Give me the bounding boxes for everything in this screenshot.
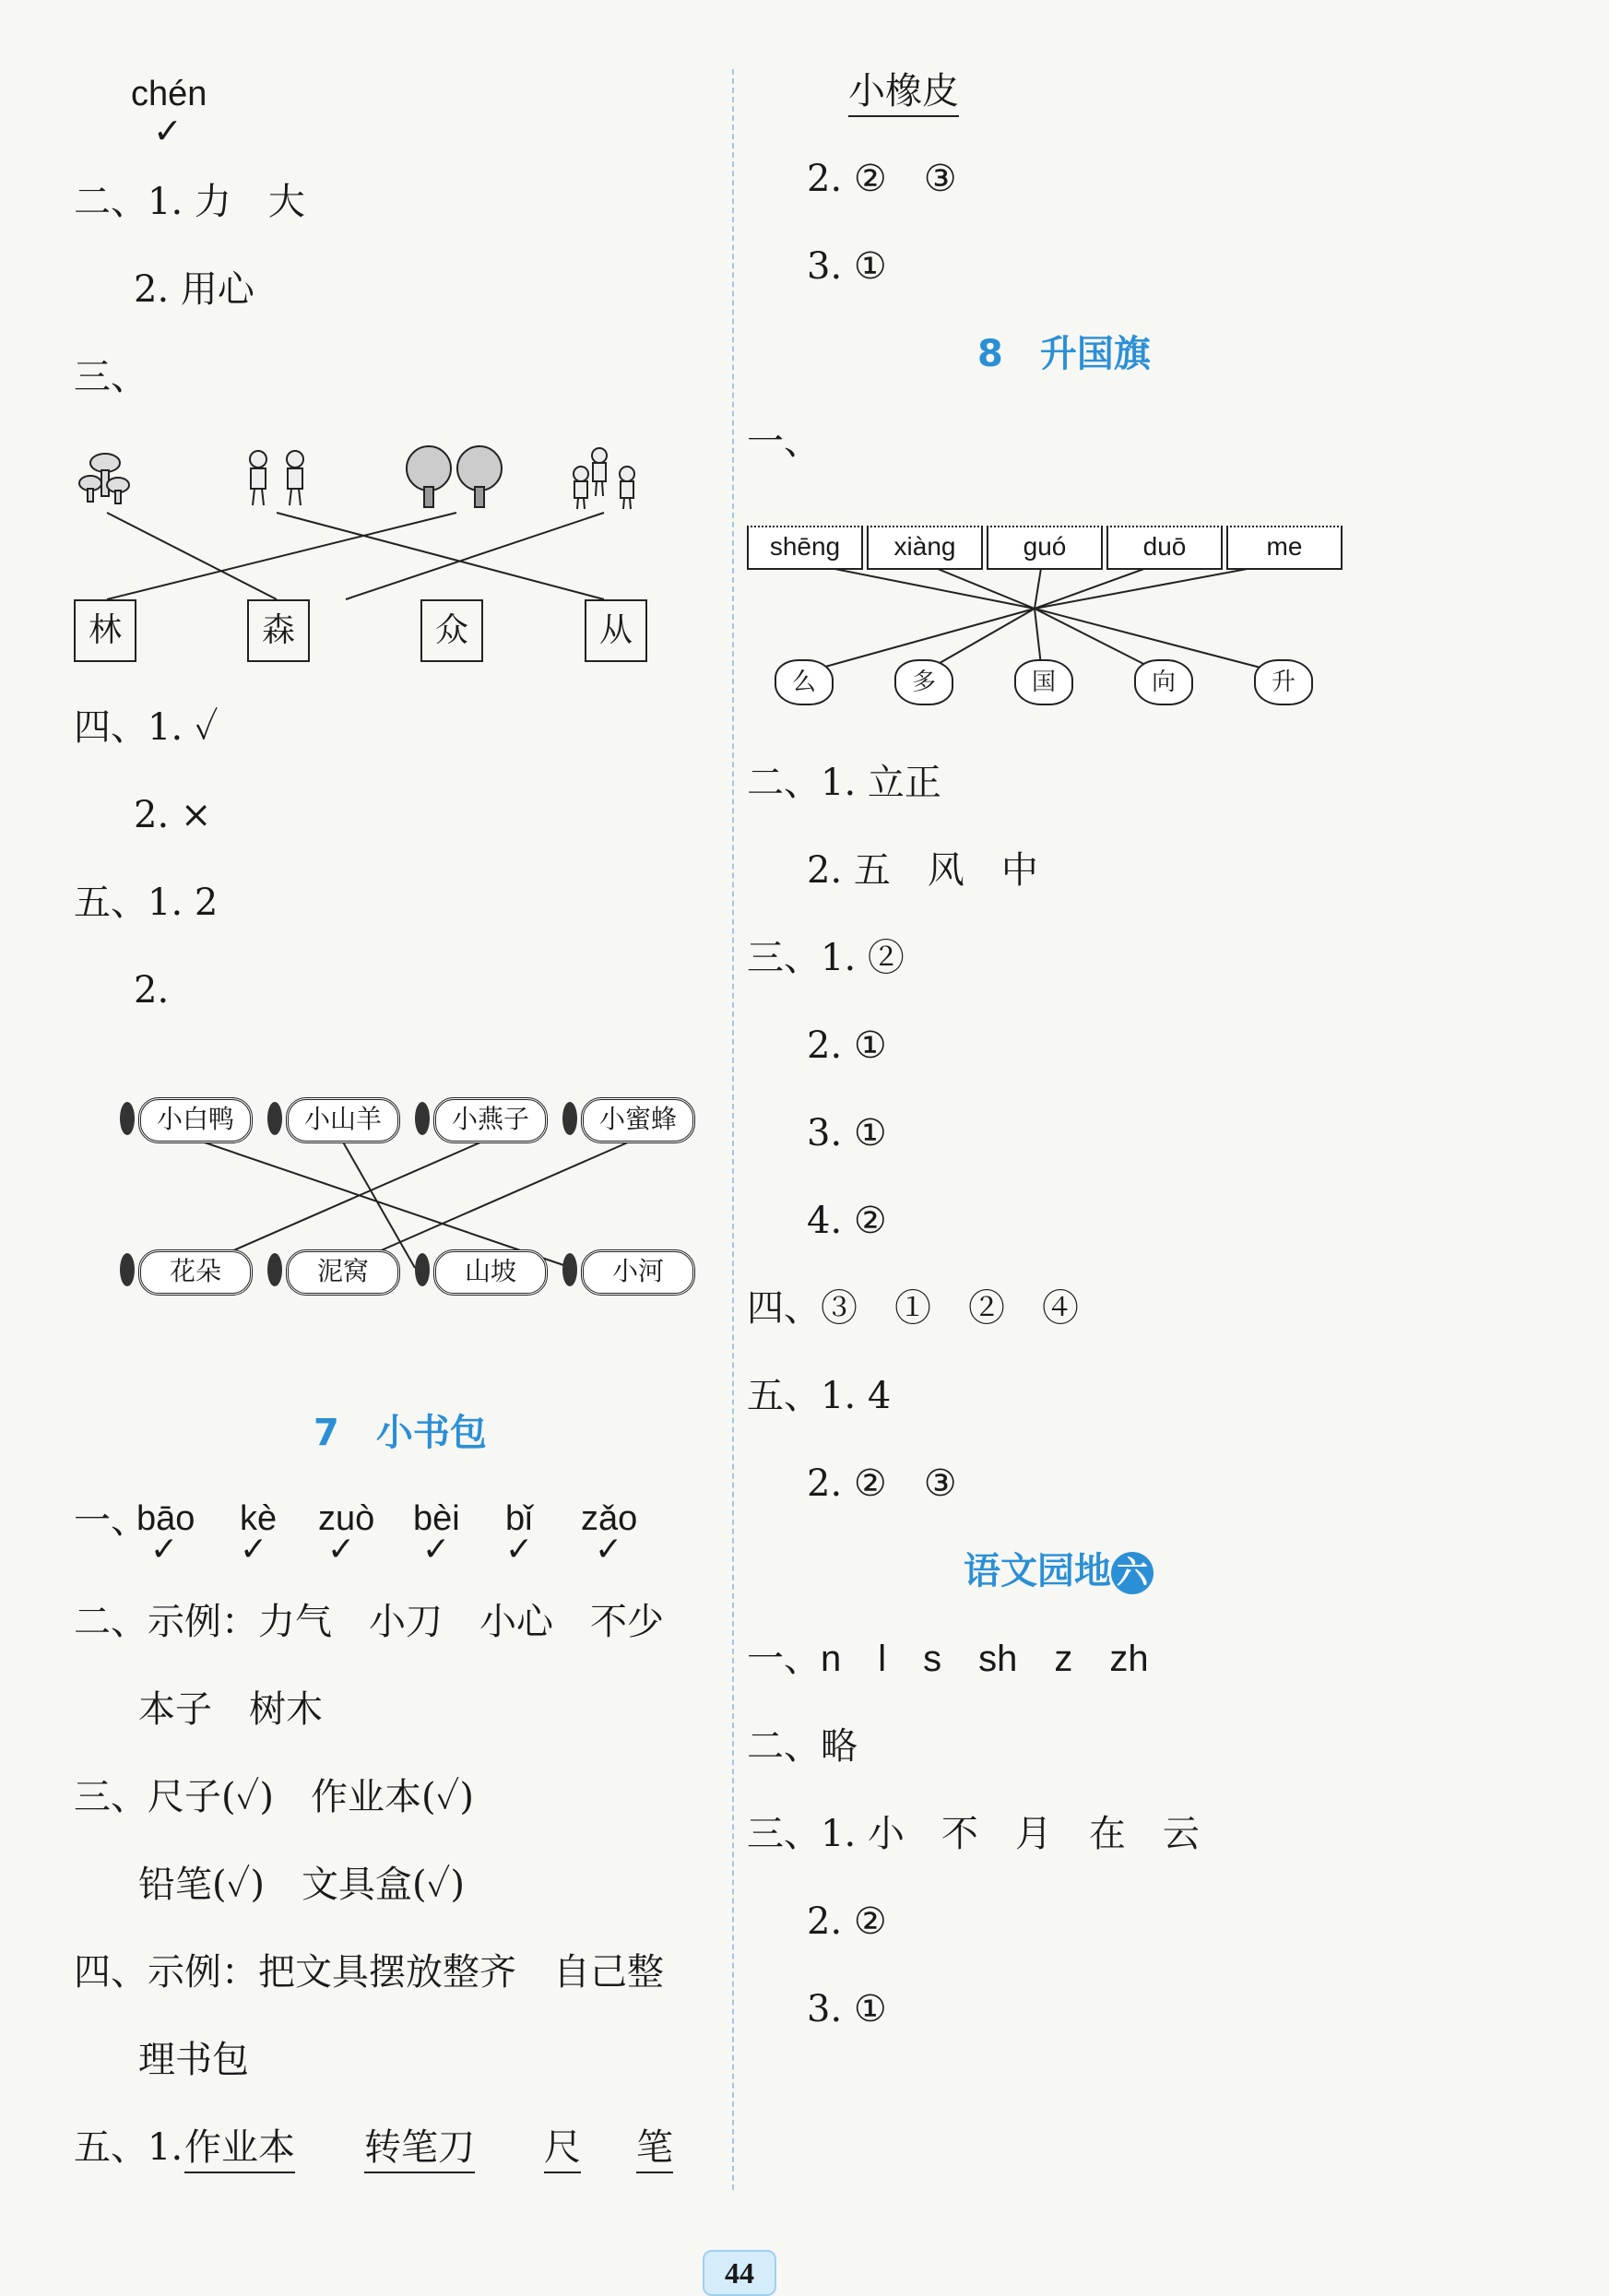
- garden-san-1: 三、1. 小 不 月 在 云: [747, 1813, 1200, 1855]
- san-matching-diagram: [74, 443, 664, 664]
- cloud-card-sheng: 升: [1254, 659, 1313, 705]
- garden-san-2: 2. ②: [807, 1900, 887, 1943]
- l7-si-line2: 理书包: [138, 2039, 249, 2081]
- l7-yi-prefix: 一、: [74, 1499, 148, 1542]
- two-trees-icon: [407, 446, 502, 507]
- top-word-xiaoxiangpi: 小橡皮: [848, 69, 959, 117]
- r-answer-3: 3. ①: [807, 245, 887, 288]
- l7-wu-word-bi: 笔: [636, 2125, 673, 2173]
- plaque-xiaohe: 小河: [581, 1249, 695, 1296]
- grass-card-me: me: [1226, 526, 1343, 570]
- answer-er-2: 2. 用心: [134, 268, 254, 311]
- l7-pinyin-bi: bǐ: [505, 1499, 533, 1538]
- l8-wu-2: 2. ② ③: [807, 1462, 957, 1505]
- answer-wu-2: 2.: [134, 969, 170, 1012]
- l8-san-1: 三、1. ②: [747, 937, 905, 979]
- check-mark: ✓: [505, 1531, 534, 1568]
- garden-yi: 一、n l s sh z zh: [747, 1639, 1149, 1679]
- plaque-xiaomifeng: 小蜜蜂: [581, 1097, 695, 1143]
- plaque-xiaoyanzi: 小燕子: [433, 1097, 548, 1143]
- l7-san-line2: 铅笔(✓) 文具盒(✓): [138, 1864, 466, 1906]
- l7-wu-word-zhuanbidao: 转笔刀: [364, 2125, 475, 2173]
- answer-wu-1: 五、1. 2: [74, 882, 219, 924]
- char-box-cong: 从: [585, 599, 647, 662]
- char-box-lin: 林: [74, 599, 136, 662]
- l8-yi-label: 一、: [747, 420, 821, 463]
- lesson-7-title: 7 小书包: [314, 1412, 487, 1454]
- check-mark: ✓: [150, 1531, 179, 1568]
- char-box-zhong: 众: [420, 599, 483, 662]
- plaque-xiaoshanyang: 小山羊: [286, 1097, 400, 1143]
- cloud-card-duo: 多: [894, 659, 953, 705]
- l8-er-1: 二、1. 立正: [747, 762, 941, 804]
- two-people-icon: [250, 451, 303, 505]
- l7-si-line1: 四、示例：把文具摆放整齐 自己整: [74, 1951, 664, 1994]
- l7-wu-word-zuoyeben: 作业本: [184, 2125, 295, 2173]
- l8-si: 四、③ ① ② ④: [747, 1287, 1079, 1330]
- l8-san-4: 4. ②: [807, 1200, 887, 1242]
- cloud-card-guo: 国: [1014, 659, 1073, 705]
- l7-pinyin-zao: zǎo: [581, 1499, 638, 1538]
- l8-er-2: 2. 五 风 中: [807, 849, 1038, 892]
- check-mark: ✓: [327, 1531, 356, 1568]
- char-box-sen: 森: [247, 599, 310, 662]
- grass-card-xiang: xiàng: [867, 526, 983, 570]
- l8-san-2: 2. ①: [807, 1024, 887, 1067]
- check-mark: ✓: [595, 1531, 623, 1568]
- l7-san-line1: 三、尺子(✓) 作业本(✓): [74, 1776, 475, 1818]
- l7-er-line2: 本子 树木: [138, 1688, 323, 1731]
- answer-si-2: 2. ×: [134, 794, 212, 836]
- lesson-8-title: 8 升国旗: [977, 333, 1151, 375]
- l7-wu-word-chi: 尺: [544, 2125, 581, 2173]
- pinyin-chen: chén: [131, 75, 207, 113]
- l8-wu-1: 五、1. 4: [747, 1375, 892, 1417]
- column-divider: [732, 69, 734, 2190]
- garden-number-badge: 六: [1111, 1552, 1154, 1594]
- grass-card-guo: guó: [987, 526, 1103, 570]
- l8-san-3: 3. ①: [807, 1112, 887, 1154]
- garden-title-text: 语文园地: [964, 1550, 1111, 1592]
- check-mark: ✓: [153, 111, 183, 151]
- answer-san-label: 三、: [74, 356, 148, 398]
- answer-si-1: 四、1. ✓: [74, 706, 219, 749]
- cloud-card-xiang: 向: [1134, 659, 1193, 705]
- answer-er-1: 二、1. 力 大: [74, 181, 305, 223]
- l7-pinyin-bao: bāo: [136, 1499, 195, 1538]
- garden-san-3: 3. ①: [807, 1988, 887, 2030]
- r-answer-2: 2. ② ③: [807, 158, 957, 200]
- garden-title: [964, 1549, 1154, 1594]
- garden-er: 二、略: [747, 1725, 858, 1768]
- plaque-niwo: 泥窝: [286, 1249, 400, 1296]
- l7-er-line1: 二、示例：力气 小刀 小心 不少: [74, 1601, 664, 1643]
- page-number: 44: [703, 2250, 776, 2296]
- check-mark: ✓: [422, 1531, 451, 1568]
- grass-card-sheng: shēng: [747, 526, 863, 570]
- cloud-card-me: 么: [775, 659, 834, 705]
- l7-pinyin-ke: kè: [240, 1499, 278, 1538]
- mushroom-icon: [79, 454, 129, 503]
- grass-card-duo: duō: [1106, 526, 1223, 570]
- matching-lines: [107, 513, 604, 599]
- l7-pinyin-zuo: zuò: [318, 1499, 375, 1538]
- check-mark: ✓: [240, 1531, 268, 1568]
- plaque-xiaobaiya: 小白鸭: [138, 1097, 253, 1143]
- l7-wu-prefix: 五、1.: [74, 2126, 183, 2169]
- l7-pinyin-bei: bèi: [413, 1499, 460, 1538]
- plaque-shanpo: 山坡: [433, 1249, 548, 1296]
- plaque-huaduo: 花朵: [138, 1249, 253, 1296]
- three-people-icon: [574, 448, 634, 509]
